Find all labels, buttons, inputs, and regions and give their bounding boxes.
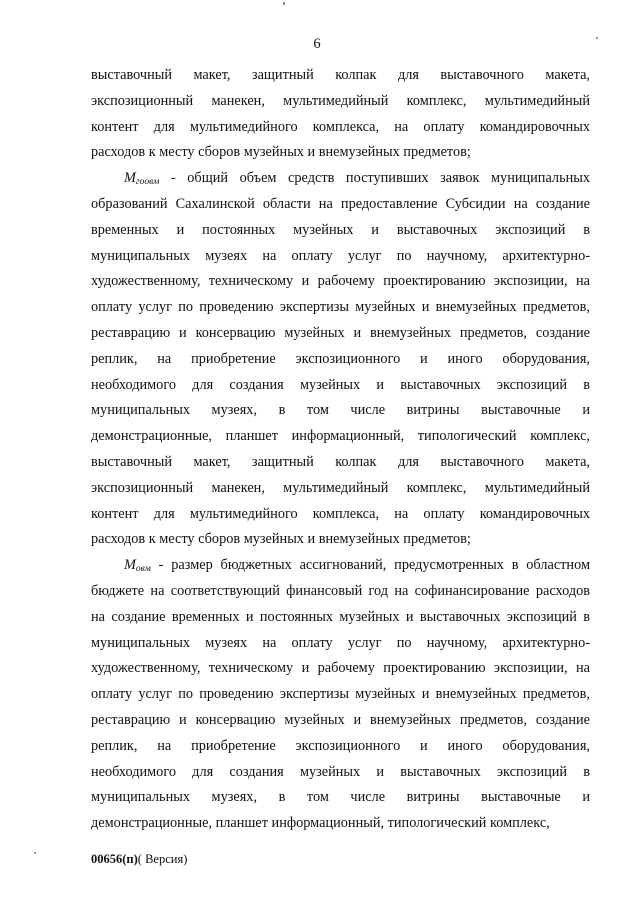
text-line: необходимого для создания музейных и выставочных экспозиций в — [91, 763, 590, 780]
text-line: муниципальных музеях, в том числе витрины выставочные и — [91, 789, 590, 806]
scan-speck — [596, 37, 598, 39]
text-line: реставрацию и консервацию музейных и внемузейных предметов, создание — [91, 711, 590, 728]
text-line: необходимого для создания музейных и выставочных экспозиций в — [91, 376, 590, 393]
page-number: 6 — [313, 36, 321, 52]
text-line: оплату услуг по проведению экспертизы музейных и внемузейных предметов, — [91, 686, 590, 703]
paragraph-continuation — [91, 63, 590, 166]
text-line: демонстрационные, планшет информационный, типологический комплекс, — [91, 428, 590, 445]
text-line: выставочный макет, защитный колпак для выставочного макета, — [91, 453, 590, 470]
text-line: контент для мультимедийного комплекса, на оплату командировочных — [91, 118, 590, 135]
text-line: реплик, на приобретение экспозиционного и иного оборудования, — [91, 737, 590, 754]
text-line: расходов к месту сборов музейных и внемузейных предметов; — [91, 144, 471, 161]
text-line: оплату услуг по проведению экспертизы музейных и внемузейных предметов, — [91, 299, 590, 316]
text-line: муниципальных музеях на оплату услуг по научному, архитектурно- — [91, 247, 590, 264]
text-line: контент для мультимедийного комплекса, на оплату командировочных — [91, 505, 590, 522]
document-footer — [91, 852, 187, 867]
text-line: расходов к месту сборов музейных и внемузейных предметов; — [91, 531, 471, 548]
text-line: муниципальных музеях на оплату услуг по научному, архитектурно- — [91, 634, 590, 651]
text-line: реплик, на приобретение экспозиционного и иного оборудования, — [91, 350, 590, 367]
document-version: ( Версия) — [137, 852, 188, 866]
paragraph-first-line: $M_{овм}$ - размер бюджетных ассигнований, предусмотренных в областном — [124, 557, 590, 575]
formula-symbol: $M_{гоовм}$ — [124, 170, 160, 188]
text-line: демонстрационные, планшет информационный, типологический комплекс, — [91, 815, 550, 832]
paragraph-moovm-definition — [91, 166, 590, 553]
text-line: бюджете на соответствующий финансовый год на софинансирование расходов — [91, 582, 590, 599]
text-line: образований Сахалинской области на предоставление Субсидии на создание — [91, 195, 590, 212]
text-line: экспозиционный манекен, мультимедийный комплекс, мультимедийный — [91, 92, 590, 109]
text-line: на создание временных и постоянных музейных и выставочных экспозиций в — [91, 608, 590, 625]
text-line: экспозиционный манекен, мультимедийный комплекс, мультимедийный — [91, 479, 590, 496]
text-line: временных и постоянных музейных и выставочных экспозиций в — [91, 221, 590, 238]
paragraph-first-line: $M_{гоовм}$ - общий объем средств поступивших заявок муниципальных — [124, 170, 590, 188]
document-code: 00656(п) — [91, 852, 138, 866]
paragraph-movm-definition — [91, 553, 590, 837]
text-line: муниципальных музеях, в том числе витрины выставочные и — [91, 402, 590, 419]
text-line: выставочный макет, защитный колпак для выставочного макета, — [91, 67, 590, 83]
text-line: реставрацию и консервацию музейных и внемузейных предметов, создание — [91, 324, 590, 341]
body-text — [91, 63, 590, 837]
text-line: художественному, техническому и рабочему проектированию экспозиции, на — [91, 660, 590, 677]
formula-symbol: $M_{овм}$ — [124, 557, 151, 575]
scan-speck — [34, 852, 36, 854]
text-line: художественному, техническому и рабочему проектированию экспозиции, на — [91, 273, 590, 290]
scan-speck — [283, 2, 285, 5]
